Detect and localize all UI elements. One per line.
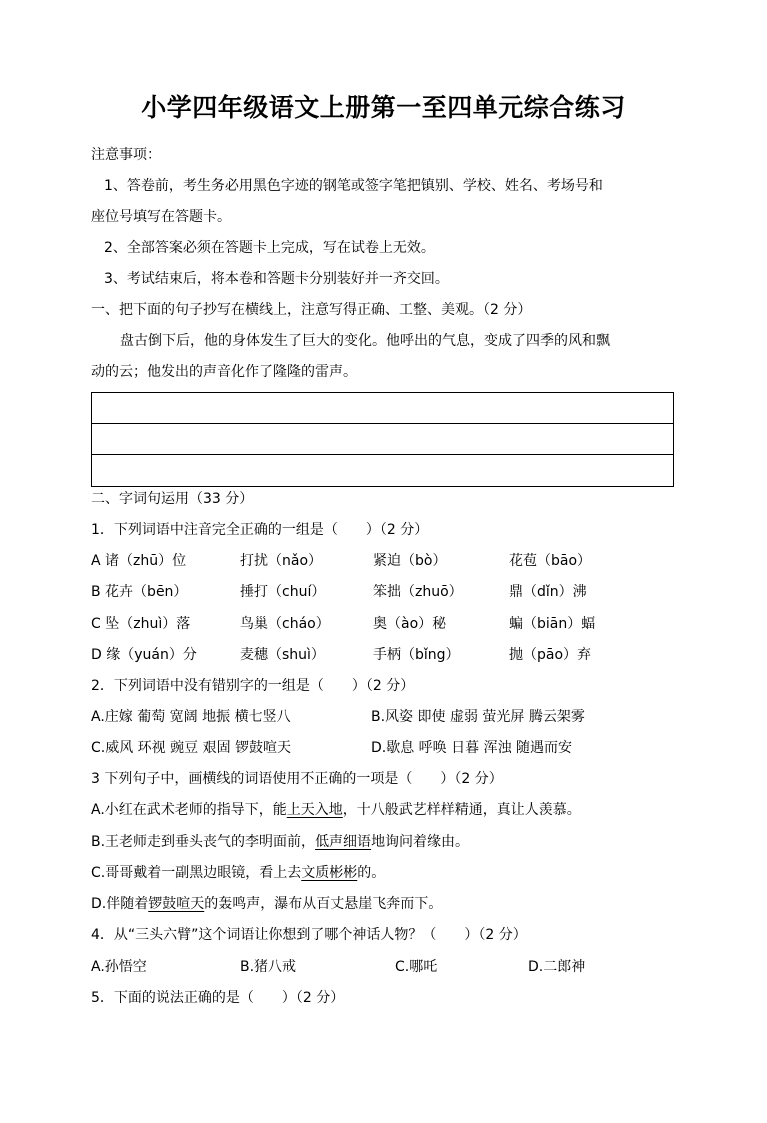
q1-option-a-4: 花苞（bāo） (509, 553, 592, 569)
q4-option-a: A.孙悟空 (91, 959, 147, 975)
copy-passage-line-2: 动的云；他发出的声音化作了隆隆的雷声。 (91, 364, 357, 380)
q1-option-b-2: 捶打（chuí） (240, 584, 326, 600)
q4-option-c: C.哪吒 (395, 959, 438, 975)
q2-option-a: A.庄嫁 葡萄 宽阔 地振 横七竖八 (91, 709, 291, 725)
question-1-stem: 1．下列词语中注音完全正确的一组是（ ）（2 分） (91, 522, 429, 538)
question-5-stem: 5．下面的说法正确的是（ ）（2 分） (91, 990, 345, 1006)
section-2-heading: 二、字词句运用（33 分） (91, 491, 254, 507)
q3-underlined-term-b: 低声细语 (315, 834, 372, 850)
q2-option-c: C.威风 环视 豌豆 艰固 锣鼓喧天 (91, 740, 292, 756)
q1-option-d-3: 手柄（bǐng） (373, 647, 460, 663)
q3-underlined-term-c: 文质彬彬 (301, 865, 358, 881)
page-title: 小学四年级语文上册第一至四单元综合练习 (141, 93, 626, 122)
q3-option-a: A.小红在武术老师的指导下，能上天入地，十八般武艺样样精通，真让人羡慕。 (91, 802, 581, 818)
note-1-line-2: 座位号填写在答题卡。 (91, 209, 231, 225)
copy-passage-line-1: 盘古倒下后，他的身体发生了巨大的变化。他呼出的气息，变成了四季的风和飘 (120, 333, 610, 349)
notes-heading: 注意事项： (91, 147, 161, 163)
q1-option-c-3: 奥（ào）秘 (373, 616, 447, 632)
q2-option-b: B.风姿 即使 虚弱 萤光屏 腾云架雾 (371, 709, 585, 725)
q1-option-d-4: 抛（pāo）弃 (509, 647, 592, 663)
q1-option-b-4: 鼎（dǐn）沸 (509, 584, 587, 600)
writing-line[interactable] (92, 393, 673, 424)
q1-option-b-1: B 花卉（bēn） (91, 584, 188, 600)
section-1-heading: 一、把下面的句子抄写在横线上，注意写得正确、工整、美观。（2 分） (91, 302, 532, 318)
q4-option-b: B.猪八戒 (240, 959, 297, 975)
q4-option-d: D.二郎神 (528, 959, 586, 975)
q1-option-c-1: C 坠（zhuì）落 (91, 616, 191, 632)
q3-option-d: D.伴随着锣鼓喧天的轰鸣声，瀑布从百丈悬崖飞奔而下。 (91, 896, 443, 912)
q1-option-d-2: 麦穗（shuì） (240, 647, 325, 663)
q3-underlined-term-d: 锣鼓喧天 (148, 896, 205, 912)
q1-option-d-1: D 缘（yuán）分 (91, 647, 197, 663)
note-3: 3、考试结束后，将本卷和答题卡分别装好并一齐交回。 (104, 271, 449, 287)
q1-option-c-2: 鸟巢（cháo） (240, 616, 330, 632)
q1-option-a-2: 打扰（nǎo） (240, 553, 323, 569)
q3-option-c: C.哥哥戴着一副黑边眼镜，看上去文质彬彬的。 (91, 865, 386, 881)
writing-line[interactable] (92, 424, 673, 455)
writing-box (91, 392, 674, 487)
q1-option-a-1: A 诸（zhū）位 (91, 553, 187, 569)
q2-option-d: D.歇息 呼唤 日暮 浑浊 随遇而安 (371, 740, 573, 756)
note-1-line-1: 1、答卷前，考生务必用黑色字迹的钢笔或签字笔把镇别、学校、姓名、考场号和 (104, 178, 603, 194)
writing-line[interactable] (92, 455, 673, 486)
question-2-stem: 2．下列词语中没有错别字的一组是（ ）（2 分） (91, 678, 415, 694)
q3-underlined-term-a: 上天入地 (286, 802, 343, 818)
question-4-stem: 4．从“三头六臂”这个词语让你想到了哪个神话人物？（ ）（2 分） (91, 927, 527, 943)
q1-option-c-4: 蝙（biān）蝠 (509, 616, 596, 632)
q1-option-b-3: 笨拙（zhuō） (373, 584, 463, 600)
q3-option-b: B.王老师走到垂头丧气的李明面前，低声细语地询问着缘由。 (91, 834, 470, 850)
note-2: 2、全部答案必须在答题卡上完成，写在试卷上无效。 (104, 240, 435, 256)
question-3-stem: 3 下列句子中，画横线的词语使用不正确的一项是（ ）（2 分） (91, 771, 503, 787)
q1-option-a-3: 紧迫（bò） (373, 553, 447, 569)
